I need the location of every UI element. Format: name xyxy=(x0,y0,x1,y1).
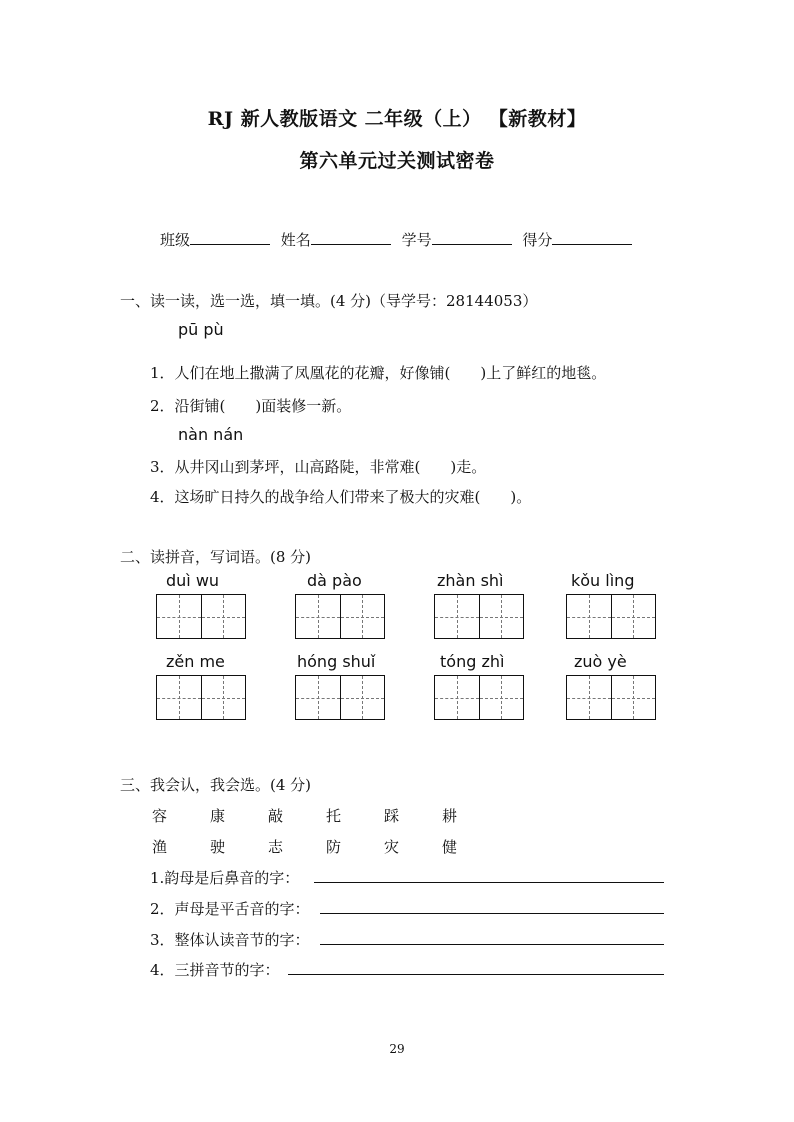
question-three-part-syllable: 4．三拼音节的字： xyxy=(150,961,280,979)
grid-cell[interactable] xyxy=(341,676,385,719)
character: 志 xyxy=(268,838,284,856)
page-number: 29 xyxy=(389,1042,405,1056)
character: 防 xyxy=(326,838,342,856)
grid-cell[interactable] xyxy=(341,595,385,638)
question-3 xyxy=(150,456,486,477)
grid-cell[interactable] xyxy=(202,595,246,638)
question-whole-syllable: 3．整体认读音节的字： xyxy=(150,931,310,949)
grid-cell[interactable] xyxy=(612,676,656,719)
question-3-text-end: )走。 xyxy=(450,458,487,476)
question-2-text-end: )面装修一新。 xyxy=(255,397,352,415)
student-info-row xyxy=(160,229,632,250)
writing-grid[interactable] xyxy=(434,594,524,639)
pinyin-label: zuò yè xyxy=(574,652,627,671)
grid-cell[interactable] xyxy=(612,595,656,638)
question-3-text: 3．从井冈山到茅坪，山高路陡，非常难( xyxy=(150,458,421,476)
student-id-field[interactable] xyxy=(432,229,512,245)
character: 渔 xyxy=(152,838,168,856)
class-label: 班级 xyxy=(160,231,191,249)
pinyin-label: zěn me xyxy=(166,652,225,671)
grid-cell[interactable] xyxy=(296,676,341,719)
question-4-text-end: )。 xyxy=(510,488,532,506)
character: 健 xyxy=(442,838,458,856)
question-2-text: 2．沿街铺( xyxy=(150,397,226,415)
grid-cell[interactable] xyxy=(296,595,341,638)
score-field[interactable] xyxy=(552,229,632,245)
pinyin-label: hóng shuǐ xyxy=(297,652,376,671)
pinyin-label: dà pào xyxy=(307,571,362,590)
question-1 xyxy=(150,362,606,383)
answer-line[interactable] xyxy=(314,882,664,883)
section2-heading: 二、读拼音，写词语。(8 分) xyxy=(120,548,312,566)
pinyin-label: tóng zhì xyxy=(440,652,505,671)
pinyin-nan: nàn nán xyxy=(178,425,244,444)
grid-cell[interactable] xyxy=(202,676,246,719)
grid-cell[interactable] xyxy=(435,595,480,638)
character: 驶 xyxy=(210,838,226,856)
question-flat-tongue: 2．声母是平舌音的字： xyxy=(150,900,310,918)
character: 容 xyxy=(152,807,168,825)
section1-heading: 一、读一读，选一选，填一填。(4 分)（导学号：28144053） xyxy=(120,292,538,310)
question-4-text: 4．这场旷日持久的战争给人们带来了极大的灾难( xyxy=(150,488,481,506)
answer-line[interactable] xyxy=(320,913,664,914)
answer-line[interactable] xyxy=(320,944,664,945)
question-1-text: 1．人们在地上撒满了凤凰花的花瓣，好像铺( xyxy=(150,364,451,382)
name-label: 姓名 xyxy=(280,231,311,249)
class-field[interactable] xyxy=(190,229,270,245)
question-1-text-end: )上了鲜红的地毯。 xyxy=(480,364,607,382)
question-4 xyxy=(150,486,531,507)
grid-cell[interactable] xyxy=(157,676,202,719)
student-id-label: 学号 xyxy=(401,231,432,249)
character: 灾 xyxy=(384,838,400,856)
question-back-nasal: 1.韵母是后鼻音的字： xyxy=(150,869,300,887)
character: 踩 xyxy=(384,807,400,825)
character: 康 xyxy=(210,807,226,825)
character: 托 xyxy=(326,807,342,825)
character: 耕 xyxy=(442,807,458,825)
pinyin-label: zhàn shì xyxy=(437,571,504,590)
answer-line[interactable] xyxy=(288,974,664,975)
pinyin-pu: pū pù xyxy=(178,320,224,339)
page-subtitle: 第六单元过关测试密卷 xyxy=(299,150,495,172)
writing-grid[interactable] xyxy=(566,675,656,720)
grid-cell[interactable] xyxy=(480,595,524,638)
page-title: RJ 新人教版语文 二年级（上） 【新教材】 xyxy=(207,108,587,130)
character: 敲 xyxy=(268,807,284,825)
section3-heading: 三、我会认，我会选。(4 分) xyxy=(120,776,312,794)
question-2 xyxy=(150,395,351,416)
writing-grid[interactable] xyxy=(156,675,246,720)
grid-cell[interactable] xyxy=(157,595,202,638)
grid-cell[interactable] xyxy=(435,676,480,719)
pinyin-label: duì wu xyxy=(166,571,220,590)
character-row xyxy=(152,805,500,826)
writing-grid[interactable] xyxy=(156,594,246,639)
grid-cell[interactable] xyxy=(480,676,524,719)
grid-cell[interactable] xyxy=(567,595,612,638)
name-field[interactable] xyxy=(311,229,391,245)
pinyin-label: kǒu lìng xyxy=(571,571,635,590)
writing-grid[interactable] xyxy=(434,675,524,720)
writing-grid[interactable] xyxy=(295,594,385,639)
score-label: 得分 xyxy=(522,231,553,249)
grid-cell[interactable] xyxy=(567,676,612,719)
character-row xyxy=(152,836,500,857)
writing-grid[interactable] xyxy=(295,675,385,720)
writing-grid[interactable] xyxy=(566,594,656,639)
